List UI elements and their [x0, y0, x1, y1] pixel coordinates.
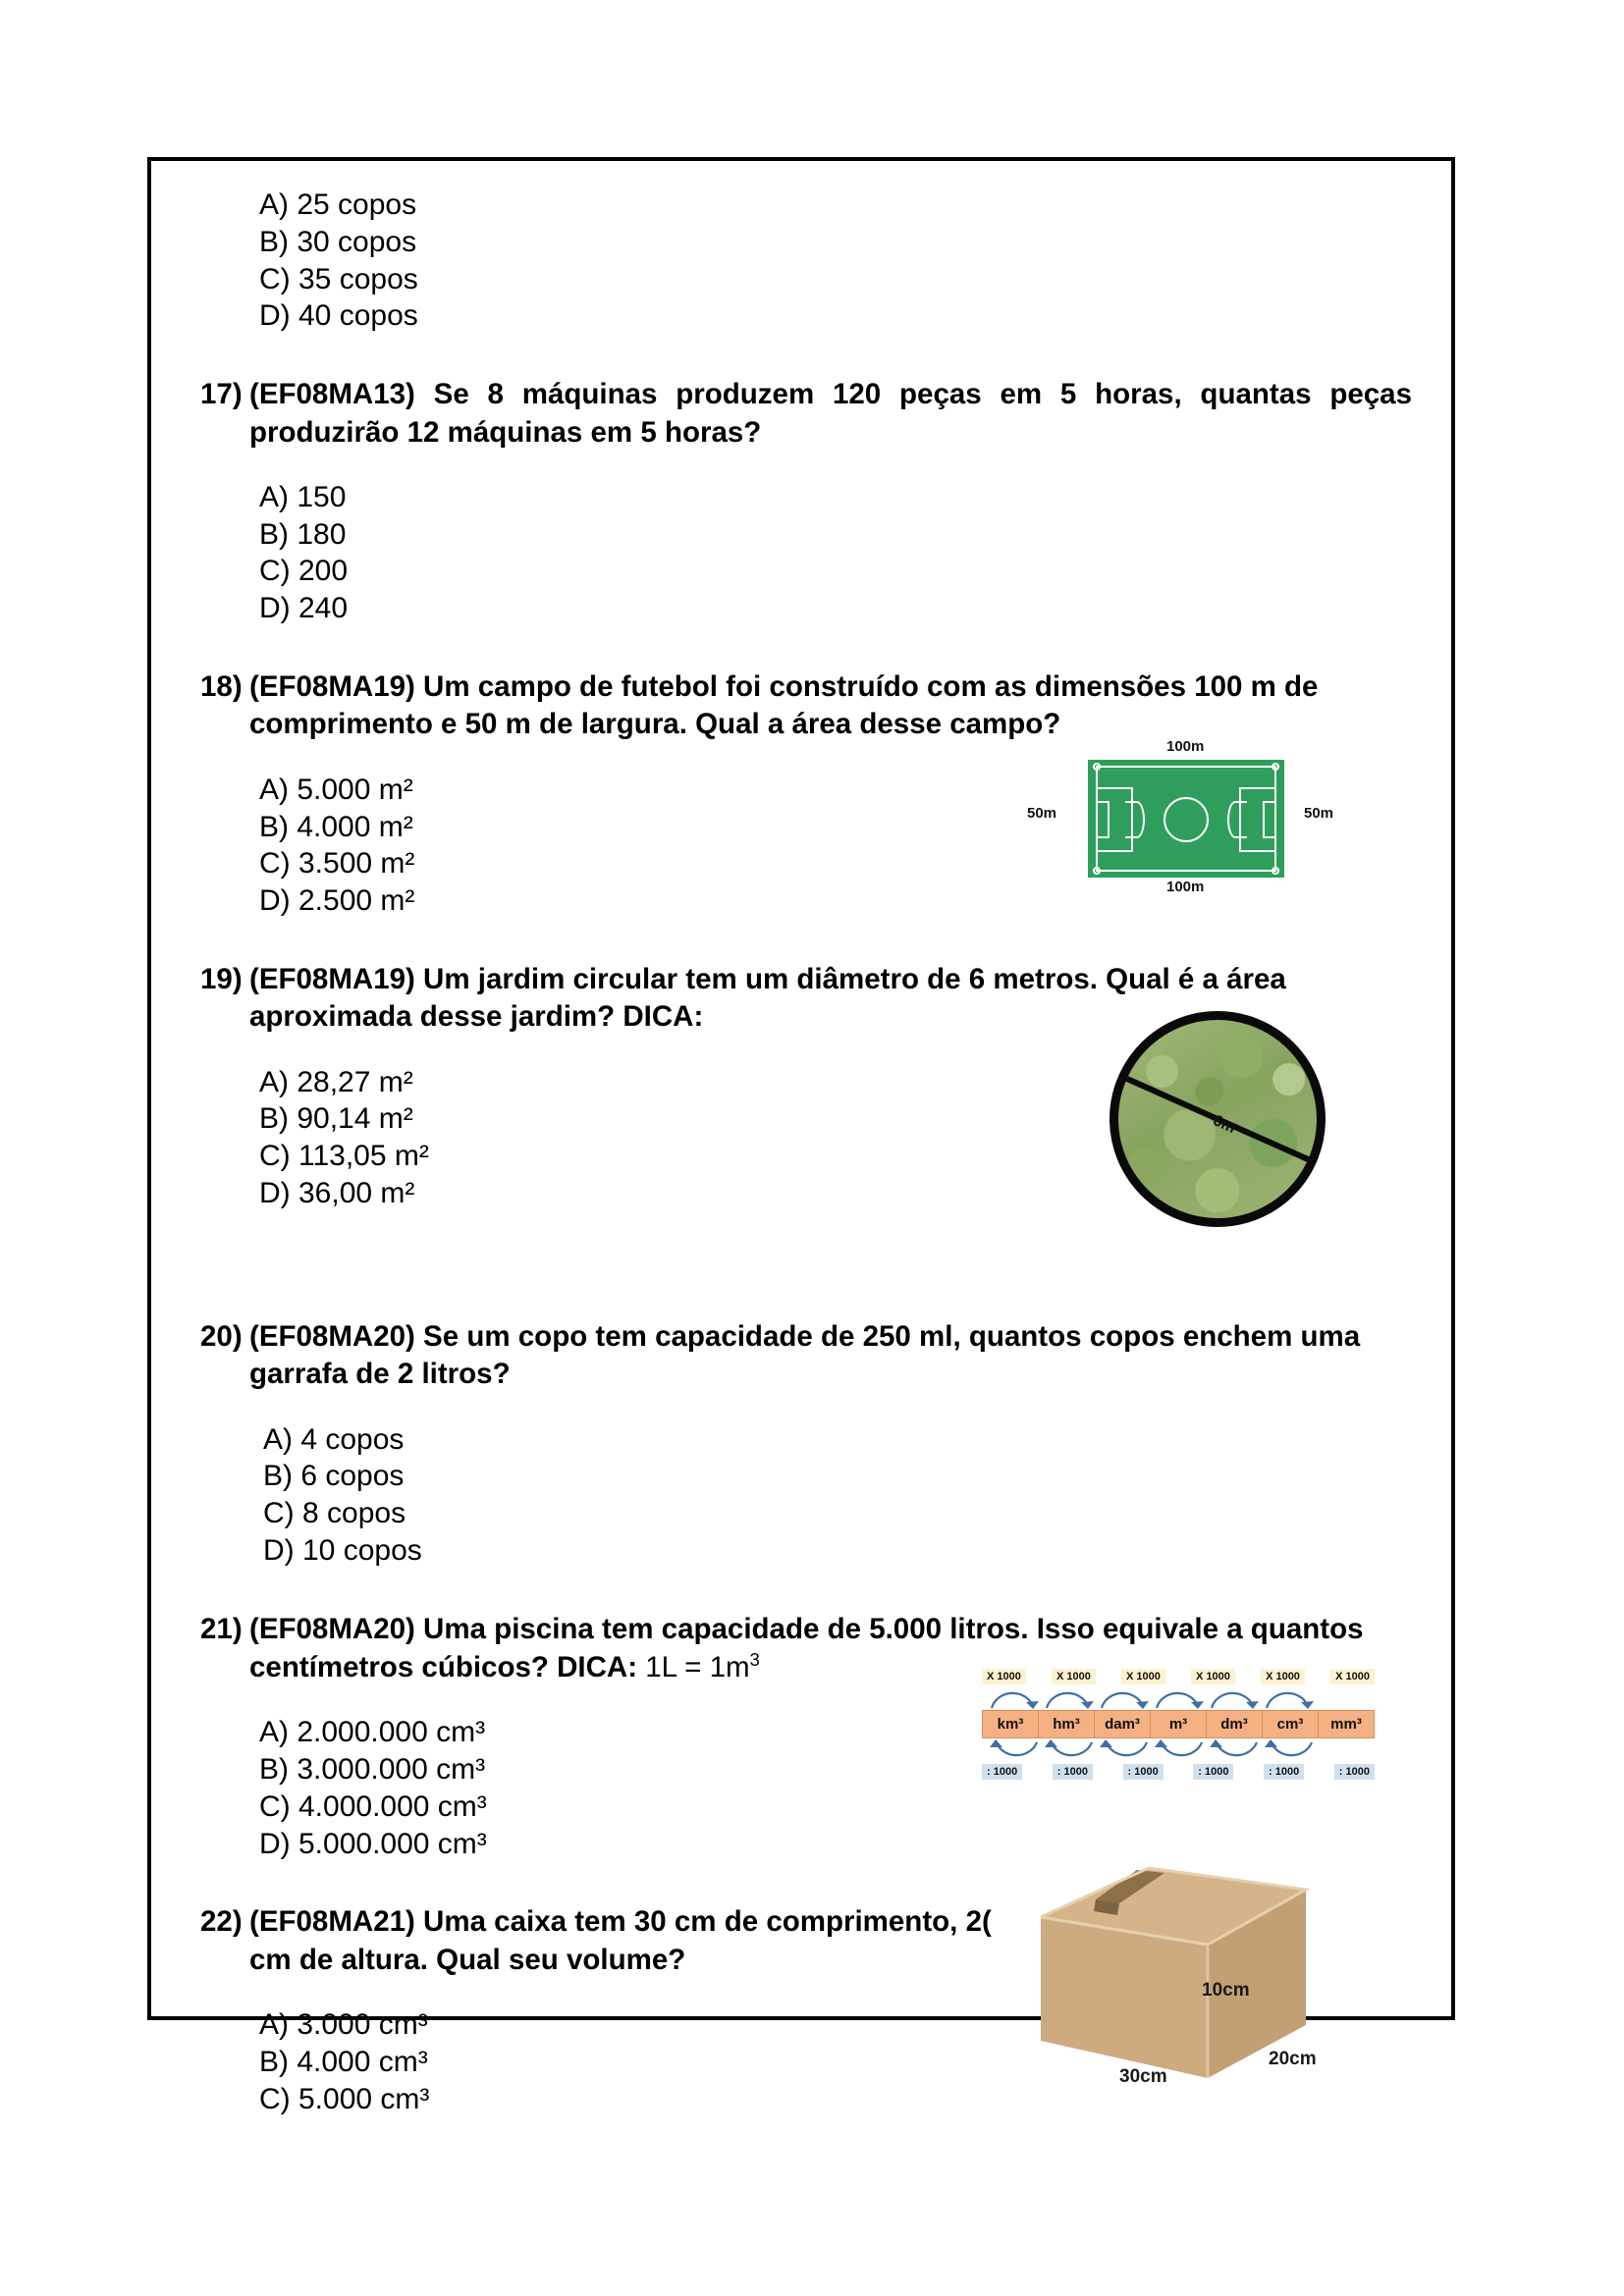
option-item: B) 4.000 cm³: [259, 2045, 428, 2078]
units-bar: [982, 1710, 1375, 1738]
divide-chip: : 1000: [1053, 1764, 1093, 1780]
question-19-text: (EF08MA19) Um jardim circular tem um diâmetro de 6 metros. Qual é a área aproximada desse jardim? DICA:: [249, 962, 1286, 1034]
question-22-text-visible-start: (EF08MA21) Uma caixa tem 30 cm de comprimento, 2(: [249, 1905, 992, 1939]
question-21-bold-part: (EF08MA20) Uma piscina tem capacidade de 5.000 litros. Isso equivale a quantos centímetros cúbicos? DICA:: [249, 1612, 1364, 1683]
down-arrow-row: [982, 1684, 1375, 1710]
garden-diameter-label: 6m: [1210, 1112, 1238, 1138]
question-19-number: 19): [200, 962, 243, 995]
option-item: D) 2.500 m²: [259, 884, 415, 918]
option-item: B) 30 copos: [259, 225, 417, 258]
question-20-text: (EF08MA20) Se um copo tem capacidade de 250 ml, quantos copos enchem uma garrafa de 2 litros?: [249, 1319, 1361, 1391]
divide-chip: : 1000: [1193, 1764, 1233, 1780]
multiply-chip: X 1000: [982, 1669, 1026, 1684]
field-bottom-label: 100m: [1166, 879, 1205, 895]
divide-chip: : 1000: [1123, 1764, 1164, 1780]
option-item: B) 3.000.000 cm³: [259, 1753, 486, 1786]
option-item: D) 36,00 m²: [259, 1177, 415, 1210]
option-item: A) 2.000.000 cm³: [259, 1716, 486, 1749]
option-item: C) 113,05 m²: [259, 1140, 429, 1173]
question-20-options: [200, 1421, 1412, 1570]
up-arrow-row: [982, 1738, 1375, 1764]
question-20-number: 20): [200, 1319, 243, 1353]
question-18-number: 18): [200, 670, 243, 704]
divide-chip-row: [982, 1764, 1375, 1780]
multiply-chip-row: [982, 1669, 1375, 1684]
question-18-text: (EF08MA19) Um campo de futebol foi construído com as dimensões 100 m de comprimento e 50 m de largura. Qual a área desse campo?: [249, 670, 1319, 741]
cardboard-box-figure: [1021, 1860, 1345, 2106]
multiply-chip: X 1000: [1052, 1669, 1096, 1684]
pitch-graphic: [1088, 760, 1284, 878]
unit-cell-mm3: mm³: [1319, 1711, 1374, 1737]
option-item: C) 5.000 cm³: [259, 2082, 430, 2115]
multiply-chip: X 1000: [1330, 1669, 1375, 1684]
option-item: C) 8 copos: [263, 1497, 406, 1530]
unit-cell-dam3: dam³: [1095, 1711, 1151, 1737]
box-height-label: 10cm: [1202, 1980, 1250, 2001]
multiply-chip: X 1000: [1191, 1669, 1235, 1684]
unit-cell-m3: m³: [1151, 1711, 1207, 1737]
unit-cell-cm3: cm³: [1263, 1711, 1319, 1737]
circular-garden-figure: [1100, 1001, 1345, 1247]
option-item: A) 3.000 cm³: [259, 2008, 428, 2042]
option-item: A) 28,27 m²: [259, 1065, 413, 1098]
question-17-options: [200, 479, 1412, 627]
box-width-label: 30cm: [1119, 2066, 1167, 2087]
option-item: C) 3.500 m²: [259, 847, 415, 881]
field-left-label: 50m: [1027, 805, 1057, 822]
option-item: C) 35 copos: [259, 262, 418, 295]
question-21-hint: 1L = 1m: [637, 1650, 750, 1683]
question-21-hint-exponent: 3: [749, 1649, 760, 1671]
field-right-label: 50m: [1304, 805, 1334, 822]
field-top-label: 100m: [1166, 738, 1205, 755]
option-item: A) 25 copos: [259, 188, 417, 221]
question-17: [200, 376, 1412, 452]
divide-chip: : 1000: [1334, 1764, 1375, 1780]
option-item: B) 90,14 m²: [259, 1102, 413, 1136]
multiply-chip: X 1000: [1121, 1669, 1165, 1684]
question-18: [200, 668, 1412, 744]
soccer-field-figure: [1021, 738, 1345, 895]
option-item: B) 180: [259, 517, 347, 551]
garden-circle-graphic: [1110, 1011, 1326, 1227]
question-17-text: (EF08MA13) Se 8 máquinas produzem 120 peças em 5 horas, quantas peças produzirão 12 máquinas em 5 horas?: [249, 378, 1412, 449]
question-22-number: 22): [200, 1905, 243, 1939]
option-item: A) 150: [259, 480, 347, 513]
question-20: [200, 1318, 1412, 1394]
option-item: D) 240: [259, 592, 349, 625]
divide-arrows-icon: [982, 1738, 1375, 1764]
unit-cell-km3: km³: [983, 1711, 1039, 1737]
multiply-arrows-icon: [982, 1684, 1375, 1710]
option-item: B) 4.000 m²: [259, 810, 413, 843]
volume-units-figure: [982, 1669, 1375, 1826]
multiply-chip: X 1000: [1261, 1669, 1305, 1684]
question-17-number: 17): [200, 378, 243, 411]
option-item: A) 4 copos: [263, 1422, 405, 1456]
unit-cell-hm3: hm³: [1039, 1711, 1095, 1737]
question-16-options: [200, 187, 1412, 335]
divide-chip: : 1000: [1264, 1764, 1304, 1780]
unit-cell-dm3: dm³: [1207, 1711, 1263, 1737]
question-21-number: 21): [200, 1612, 243, 1645]
option-item: A) 5.000 m²: [259, 773, 413, 806]
option-item: D) 5.000.000 cm³: [259, 1827, 487, 1860]
option-item: D) 10 copos: [263, 1533, 422, 1567]
box-depth-label: 20cm: [1269, 2049, 1317, 2069]
option-item: C) 4.000.000 cm³: [259, 1789, 487, 1823]
option-item: D) 40 copos: [259, 299, 418, 333]
question-22-line-2: cm de altura. Qual seu volume?: [249, 1943, 686, 1976]
option-item: C) 200: [259, 555, 349, 588]
divide-chip: : 1000: [982, 1764, 1022, 1780]
option-item: B) 6 copos: [263, 1460, 405, 1493]
